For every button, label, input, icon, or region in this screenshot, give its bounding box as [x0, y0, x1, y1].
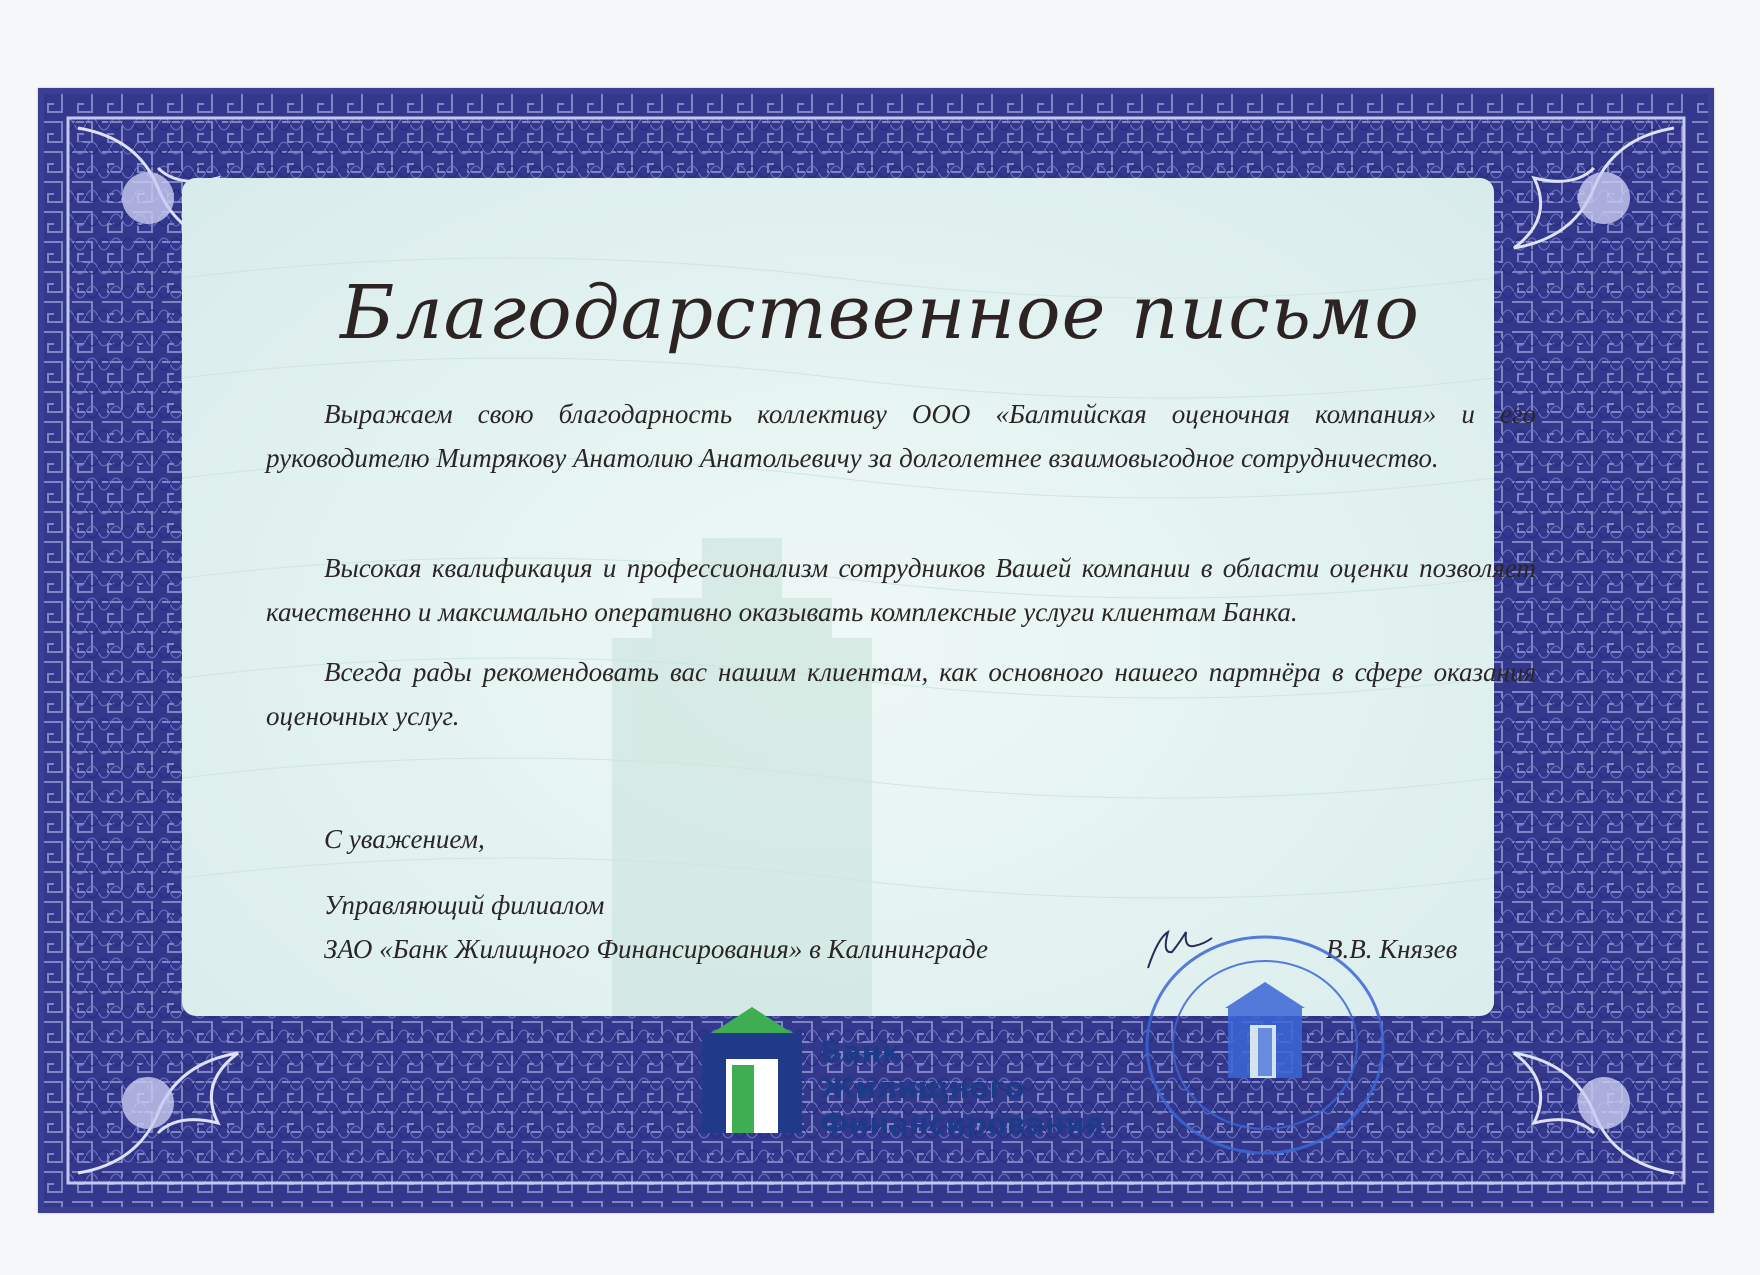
signer-organization: ЗАО «Банк Жилищного Финансирования» в Калининграде	[324, 934, 989, 964]
paragraph-3	[266, 650, 1536, 738]
signer-position: Управляющий филиалом	[324, 890, 605, 920]
paragraph-2	[266, 546, 1536, 634]
paragraph-1	[266, 392, 1536, 480]
closing-salutation: С уважением,	[324, 824, 485, 854]
bank-logo-wordmark	[820, 1034, 1104, 1142]
logo-line-2: Жилищного	[820, 1071, 1025, 1105]
paragraph-1-text: Выражаем свою благодарность коллективу ООО «Балтийская оценочная компания» и его руководителю Митрякову Анатолию Анатольевичу за долголетнее взаимовыгодное сотрудничество.	[266, 399, 1536, 473]
paragraph-2-text: Высокая квалификация и профессионализм сотрудников Вашей компании в области оценки позволяет качественно и максимально оперативно оказывать комплексные услуги клиентам Банка.	[266, 553, 1536, 627]
bank-stamp-seal	[1140, 930, 1390, 1160]
signer-name: В.В. Князев	[1326, 934, 1458, 964]
letter-title: Благодарственное письмо	[340, 270, 1420, 356]
logo-line-3: Финансирования	[820, 1107, 1104, 1141]
bank-logo-mark	[692, 1005, 812, 1135]
paragraph-3-text: Всегда рады рекомендовать вас нашим клиентам, как основного нашего партнёра в сфере оказания оценочных услуг.	[266, 657, 1536, 731]
logo-line-1: Банк	[820, 1035, 902, 1069]
